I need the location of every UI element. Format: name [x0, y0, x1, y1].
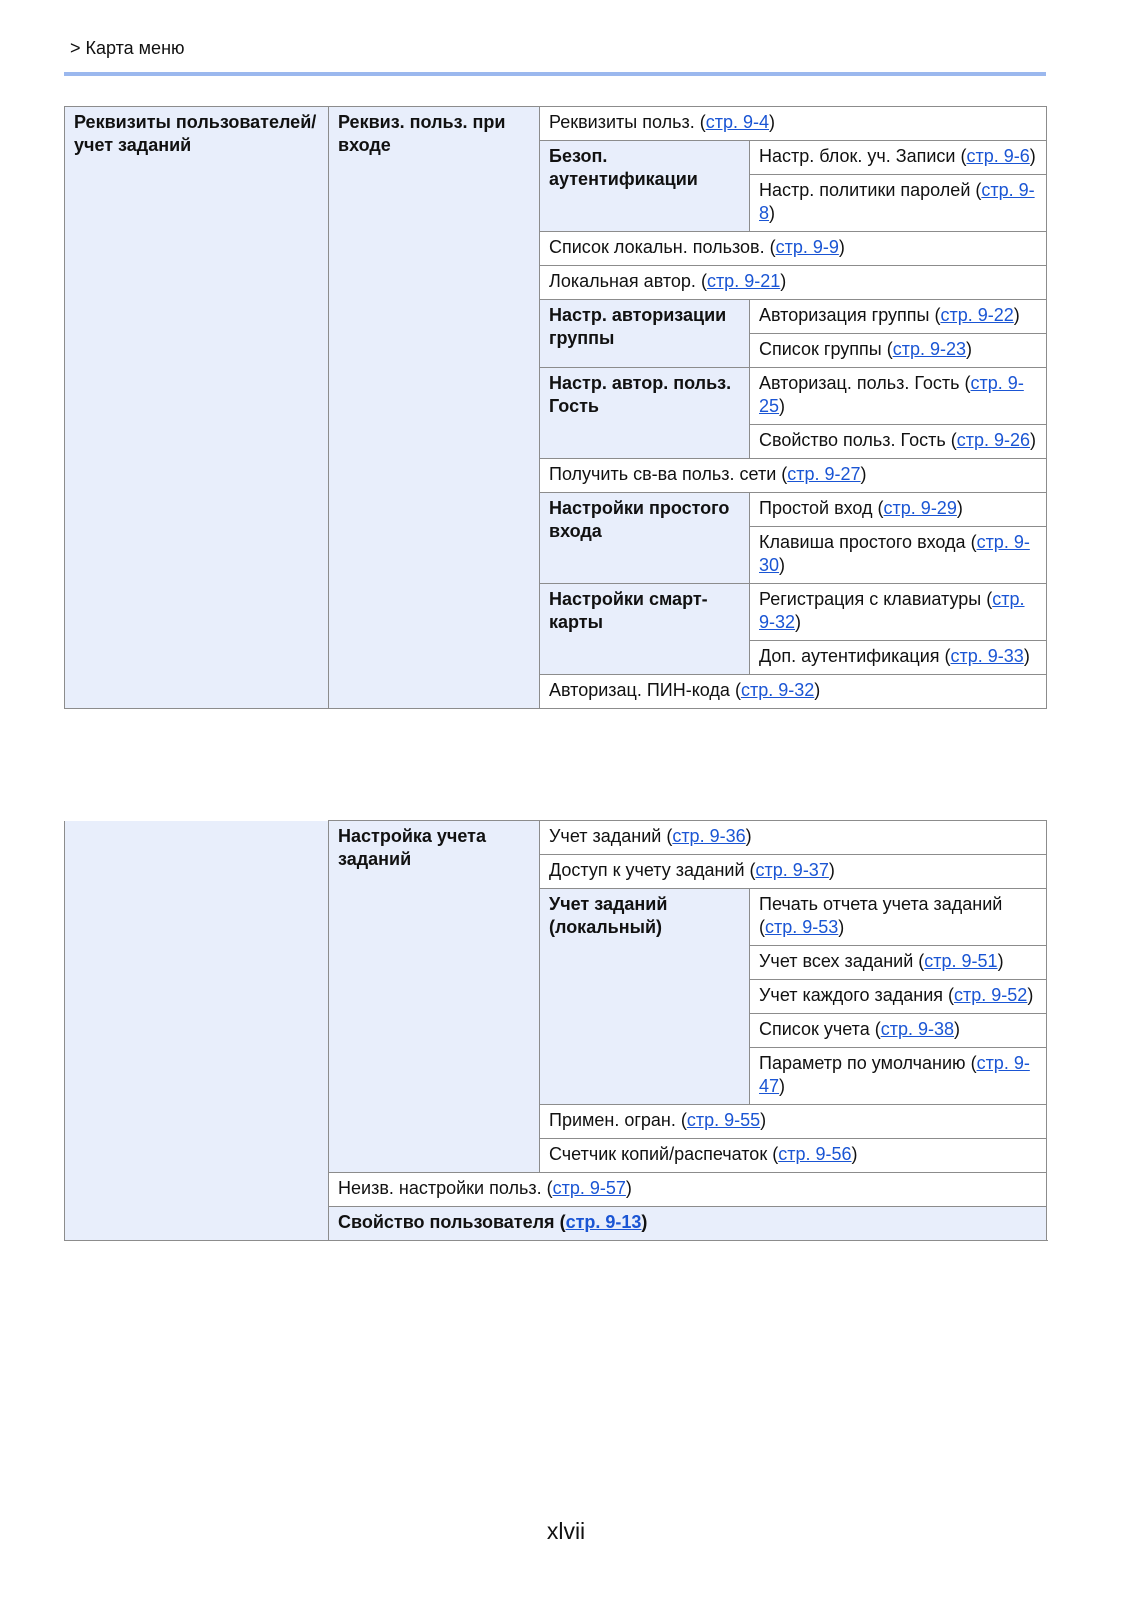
page-link[interactable]: стр. 9-38 — [880, 1019, 955, 1039]
page-link[interactable]: стр. 9-6 — [966, 146, 1030, 166]
menu-item-all-jobs: Учет всех заданий (стр. 9-51) — [750, 946, 1047, 980]
menu-item-pin-auth: Авторизац. ПИН-кода (стр. 9-32) — [540, 675, 1047, 709]
page-link[interactable]: стр. 9-26 — [956, 430, 1031, 450]
page-link[interactable]: стр. 9-33 — [950, 646, 1024, 666]
page-link[interactable]: стр. 9-37 — [755, 860, 829, 880]
page-link[interactable]: стр. 9-55 — [686, 1110, 761, 1130]
menu-item-accounting-list: Список учета (стр. 9-38) — [750, 1014, 1047, 1048]
page-link[interactable]: стр. 9-30 — [759, 532, 1030, 575]
accounting-group-cell: Настройка учета заданий — [329, 821, 540, 1173]
menu-root-cell — [65, 107, 329, 709]
menu-item-accounting-access: Доступ к учету заданий (стр. 9-37) — [540, 855, 1047, 889]
page-link[interactable]: стр. 9-8 — [759, 180, 1035, 223]
page-link[interactable]: стр. 9-32 — [740, 680, 815, 700]
header-divider — [64, 72, 1046, 76]
menu-item-extra-auth: Доп. аутентификация (стр. 9-33) — [750, 641, 1047, 675]
login-group-label: Реквиз. польз. при входе — [338, 112, 506, 155]
menu-item-net-props: Получить св-ва польз. сети (стр. 9-27) — [540, 459, 1047, 493]
page-link[interactable]: стр. 9-53 — [765, 917, 839, 937]
group-auth-cell: Настр. авторизации группы — [540, 300, 750, 368]
menu-item-each-job: Учет каждого задания (стр. 9-52) — [750, 980, 1047, 1014]
page-link[interactable]: стр. 9-27 — [787, 464, 861, 484]
simple-login-group-cell: Настройки простого входа — [540, 493, 750, 584]
page-link[interactable]: стр. 9-9 — [775, 237, 839, 257]
page-link[interactable]: стр. 9-47 — [759, 1053, 1030, 1096]
page-link[interactable]: стр. 9-56 — [778, 1144, 852, 1164]
menu-item-guest-auth: Авторизац. польз. Гость (стр. 9-25) — [750, 368, 1047, 425]
menu-item-job-accounting: Учет заданий (стр. 9-36) — [540, 821, 1047, 855]
page-link[interactable]: стр. 9-51 — [924, 951, 998, 971]
menu-map-table — [64, 106, 1047, 709]
menu-item-keyboard-login: Регистрация с клавиатуры (стр. 9-32) — [750, 584, 1047, 641]
page-link[interactable]: стр. 9-21 — [706, 271, 781, 291]
page-link[interactable]: стр. 9-57 — [552, 1178, 626, 1198]
menu-root-label: Реквизиты пользователей/учет заданий — [74, 112, 317, 155]
page-link[interactable]: стр. 9-22 — [940, 305, 1014, 325]
menu-item-password-policy: Настр. политики паролей (стр. 9-8) — [750, 175, 1047, 232]
page-link[interactable]: стр. 9-32 — [759, 589, 1025, 632]
menu-item-default-setting: Параметр по умолчанию (стр. 9-47) — [750, 1048, 1047, 1105]
menu-item-apply-limit: Примен. огран. (стр. 9-55) — [540, 1105, 1047, 1139]
menu-item-copy-counter: Счетчик копий/распечаток (стр. 9-56) — [540, 1139, 1047, 1173]
page-link[interactable]: стр. 9-4 — [705, 112, 769, 132]
security-group-cell: Безоп. аутентификации — [540, 141, 750, 232]
menu-item-simple-login: Простой вход (стр. 9-29) — [750, 493, 1047, 527]
menu-item-user-login: Реквизиты польз. (стр. 9-4) — [540, 107, 1047, 141]
menu-item-local-auth: Локальная автор. (стр. 9-21) — [540, 266, 1047, 300]
page-link[interactable]: стр. 9-23 — [892, 339, 966, 359]
menu-root-cell-continued — [65, 821, 329, 1241]
guest-group-cell: Настр. автор. польз. Гость — [540, 368, 750, 459]
page-link[interactable]: стр. 9-52 — [954, 985, 1028, 1005]
menu-item-lock: Настр. блок. уч. Записи (стр. 9-6) — [750, 141, 1047, 175]
smartcard-group-cell: Настройки смарт-карты — [540, 584, 750, 675]
local-accounting-group-cell: Учет заданий (локальный) — [540, 889, 750, 1105]
menu-item-guest-property: Свойство польз. Гость (стр. 9-26) — [750, 425, 1047, 459]
page-link[interactable]: стр. 9-25 — [759, 373, 1024, 416]
menu-item-user-property: Свойство пользователя (стр. 9-13) — [329, 1207, 1047, 1241]
page-link[interactable]: стр. 9-13 — [565, 1212, 642, 1232]
menu-item-unknown-user: Неизв. настройки польз. (стр. 9-57) — [329, 1173, 1047, 1207]
menu-item-group-list: Список группы (стр. 9-23) — [750, 334, 1047, 368]
breadcrumb: > Карта меню — [70, 38, 185, 58]
menu-item-accounting-report: Печать отчета учета заданий (стр. 9-53) — [750, 889, 1047, 946]
menu-map-table-accounting — [64, 820, 1047, 1241]
menu-item-local-list: Список локальн. пользов. (стр. 9-9) — [540, 232, 1047, 266]
page-link[interactable]: стр. 9-29 — [883, 498, 957, 518]
page-link[interactable]: стр. 9-36 — [672, 826, 746, 846]
login-group-cell — [329, 107, 540, 709]
menu-item-group-auth: Авторизация группы (стр. 9-22) — [750, 300, 1047, 334]
menu-item-simple-login-key: Клавиша простого входа (стр. 9-30) — [750, 527, 1047, 584]
page-number: xlvii — [546, 1518, 586, 1544]
